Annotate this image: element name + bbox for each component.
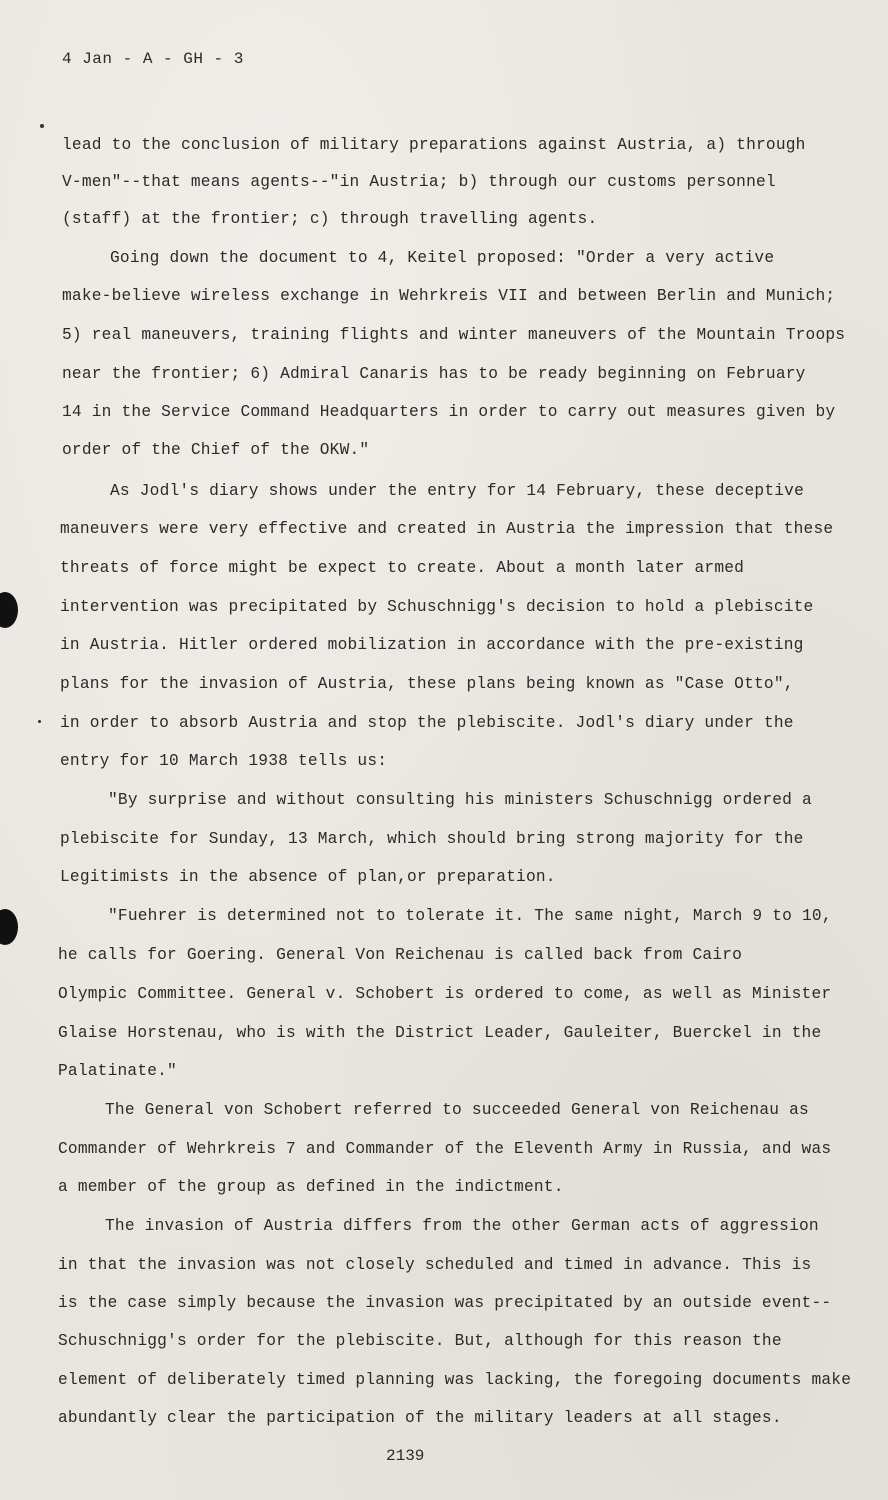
text-line: near the frontier; 6) Admiral Canaris has to be ready beginning on February — [62, 365, 806, 383]
text-line: Olympic Committee. General v. Schobert is ordered to come, as well as Minister — [58, 985, 832, 1003]
text-line: 5) real maneuvers, training flights and winter maneuvers of the Mountain Troops — [62, 326, 846, 344]
text-line: Palatinate." — [58, 1062, 177, 1080]
text-line: 14 in the Service Command Headquarters in order to carry out measures given by — [62, 403, 836, 421]
text-line: a member of the group as defined in the indictment. — [58, 1178, 564, 1196]
text-line: plebiscite for Sunday, 13 March, which should bring strong majority for the — [60, 830, 804, 848]
punch-hole — [0, 909, 18, 945]
text-line: element of deliberately timed planning was lacking, the foregoing documents make — [58, 1371, 852, 1389]
punch-hole — [0, 592, 18, 628]
text-line: in that the invasion was not closely scheduled and timed in advance. This is — [58, 1256, 812, 1274]
text-line: "Fuehrer is determined not to tolerate it. The same night, March 9 to 10, — [108, 907, 832, 925]
text-line: make-believe wireless exchange in Wehrkreis VII and between Berlin and Munich; — [62, 287, 836, 305]
text-line: As Jodl's diary shows under the entry for 14 February, these deceptive — [110, 482, 804, 500]
text-line: order of the Chief of the OKW." — [62, 441, 370, 459]
text-line: Schuschnigg's order for the plebiscite. But, although for this reason the — [58, 1332, 782, 1350]
margin-dot — [38, 720, 41, 723]
text-line: Glaise Horstenau, who is with the District Leader, Gauleiter, Buerckel in the — [58, 1024, 822, 1042]
text-line: plans for the invasion of Austria, these plans being known as "Case Otto", — [60, 675, 794, 693]
text-line: intervention was precipitated by Schuschnigg's decision to hold a plebiscite — [60, 598, 814, 616]
text-line: lead to the conclusion of military preparations against Austria, a) through — [62, 136, 806, 154]
text-line: he calls for Goering. General Von Reichenau is called back from Cairo — [58, 946, 743, 964]
text-line: maneuvers were very effective and created in Austria the impression that these — [60, 520, 834, 538]
text-line: Commander of Wehrkreis 7 and Commander of the Eleventh Army in Russia, and was — [58, 1140, 832, 1158]
text-line: V-men"--that means agents--"in Austria; b) through our customs personnel — [62, 173, 776, 191]
text-line: threats of force might be expect to create. About a month later armed — [60, 559, 745, 577]
text-line: Going down the document to 4, Keitel proposed: "Order a very active — [110, 249, 775, 267]
text-line: entry for 10 March 1938 tells us: — [60, 752, 388, 770]
text-line: The General von Schobert referred to succeeded General von Reichenau as — [105, 1101, 809, 1119]
page-header: 4 Jan - A - GH - 3 — [62, 50, 244, 68]
text-line: (staff) at the frontier; c) through travelling agents. — [62, 210, 598, 228]
text-line: in order to absorb Austria and stop the plebiscite. Jodl's diary under the — [60, 714, 794, 732]
text-line: is the case simply because the invasion was precipitated by an outside event-- — [58, 1294, 832, 1312]
text-line: Legitimists in the absence of plan,or preparation. — [60, 868, 556, 886]
margin-dot — [40, 124, 44, 128]
text-line: in Austria. Hitler ordered mobilization in accordance with the pre-existing — [60, 636, 804, 654]
page-number: 2139 — [386, 1447, 425, 1465]
text-line: abundantly clear the participation of the military leaders at all stages. — [58, 1409, 782, 1427]
text-line: The invasion of Austria differs from the other German acts of aggression — [105, 1217, 819, 1235]
text-line: "By surprise and without consulting his ministers Schuschnigg ordered a — [108, 791, 812, 809]
